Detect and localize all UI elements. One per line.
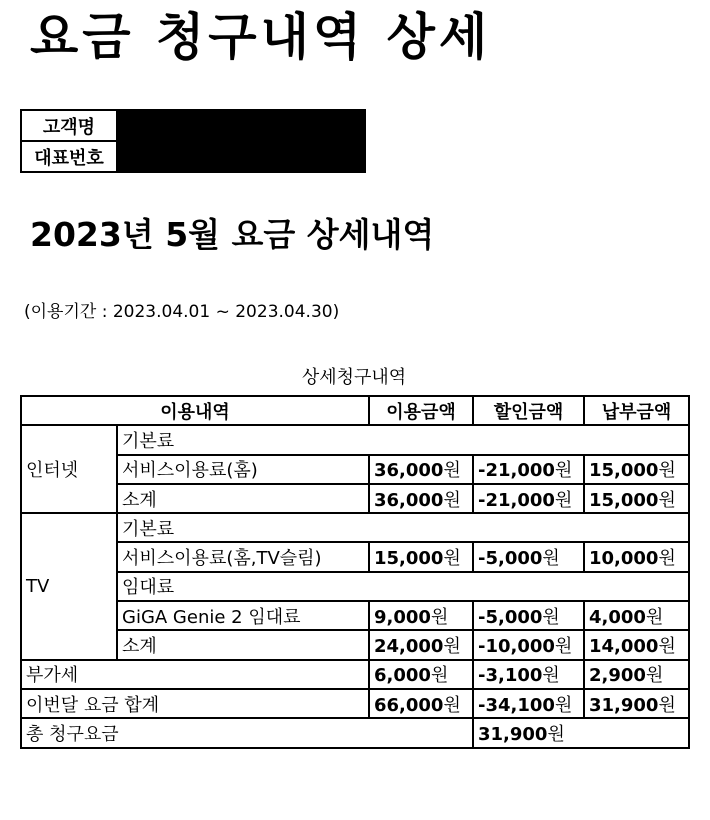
header-usage-item: 이용내역 xyxy=(21,396,369,425)
item-label: 소계 xyxy=(117,484,369,513)
payment-amount: 10,000원 xyxy=(584,542,689,571)
table-row xyxy=(21,601,689,630)
payment-amount: 15,000원 xyxy=(584,484,689,513)
customer-phone-redacted xyxy=(117,141,365,172)
header-discount-amount: 할인금액 xyxy=(473,396,584,425)
customer-name-row xyxy=(21,110,365,141)
table-row xyxy=(21,513,689,542)
discount-amount: -10,000원 xyxy=(473,630,584,659)
usage-amount: 66,000원 xyxy=(369,689,473,718)
tv-rental-header: 임대료 xyxy=(117,572,689,601)
table-caption: 상세청구내역 xyxy=(301,367,407,388)
discount-amount: -34,100원 xyxy=(473,689,584,718)
internet-base-fee: 기본료 xyxy=(117,425,689,454)
grand-total-amount: 31,900원 xyxy=(473,718,689,747)
item-label: 서비스이용료(홈) xyxy=(117,455,369,484)
table-row xyxy=(21,718,689,747)
grand-total-label: 총 청구요금 xyxy=(21,718,473,747)
customer-name-label: 고객명 xyxy=(21,110,117,141)
usage-period: (이용기간 : 2023.04.01 ~ 2023.04.30) xyxy=(24,302,340,322)
tv-base-fee: 기본료 xyxy=(117,513,689,542)
customer-phone-label: 대표번호 xyxy=(21,141,117,172)
table-header-row xyxy=(21,396,689,425)
payment-amount: 4,000원 xyxy=(584,601,689,630)
table-row xyxy=(21,425,689,454)
group-tv: TV xyxy=(21,513,117,659)
table-row xyxy=(21,689,689,718)
discount-amount: -21,000원 xyxy=(473,484,584,513)
item-label: GiGA Genie 2 임대료 xyxy=(117,601,369,630)
discount-amount: -3,100원 xyxy=(473,660,584,689)
usage-amount: 9,000원 xyxy=(369,601,473,630)
payment-amount: 14,000원 xyxy=(584,630,689,659)
usage-amount: 24,000원 xyxy=(369,630,473,659)
table-row xyxy=(21,455,689,484)
table-row xyxy=(21,542,689,571)
group-internet: 인터넷 xyxy=(21,425,117,513)
payment-amount: 2,900원 xyxy=(584,660,689,689)
table-row xyxy=(21,660,689,689)
table-row xyxy=(21,630,689,659)
usage-amount: 6,000원 xyxy=(369,660,473,689)
payment-amount: 15,000원 xyxy=(584,455,689,484)
usage-amount: 36,000원 xyxy=(369,455,473,484)
payment-amount: 31,900원 xyxy=(584,689,689,718)
discount-amount: -5,000원 xyxy=(473,542,584,571)
discount-amount: -5,000원 xyxy=(473,601,584,630)
customer-name-redacted xyxy=(117,110,365,141)
vat-label: 부가세 xyxy=(21,660,369,689)
customer-info-table xyxy=(20,109,366,173)
usage-amount: 36,000원 xyxy=(369,484,473,513)
table-row xyxy=(21,572,689,601)
month-title: 2023년 5월 요금 상세내역 xyxy=(30,215,435,254)
usage-amount: 15,000원 xyxy=(369,542,473,571)
header-payment-amount: 납부금액 xyxy=(584,396,689,425)
item-label: 소계 xyxy=(117,630,369,659)
header-usage-amount: 이용금액 xyxy=(369,396,473,425)
customer-phone-row xyxy=(21,141,365,172)
table-row xyxy=(21,484,689,513)
discount-amount: -21,000원 xyxy=(473,455,584,484)
page-title: 요금 청구내역 상세 xyxy=(30,8,492,66)
billing-detail-table xyxy=(20,395,690,749)
month-total-label: 이번달 요금 합계 xyxy=(21,689,369,718)
item-label: 서비스이용료(홈,TV슬림) xyxy=(117,542,369,571)
